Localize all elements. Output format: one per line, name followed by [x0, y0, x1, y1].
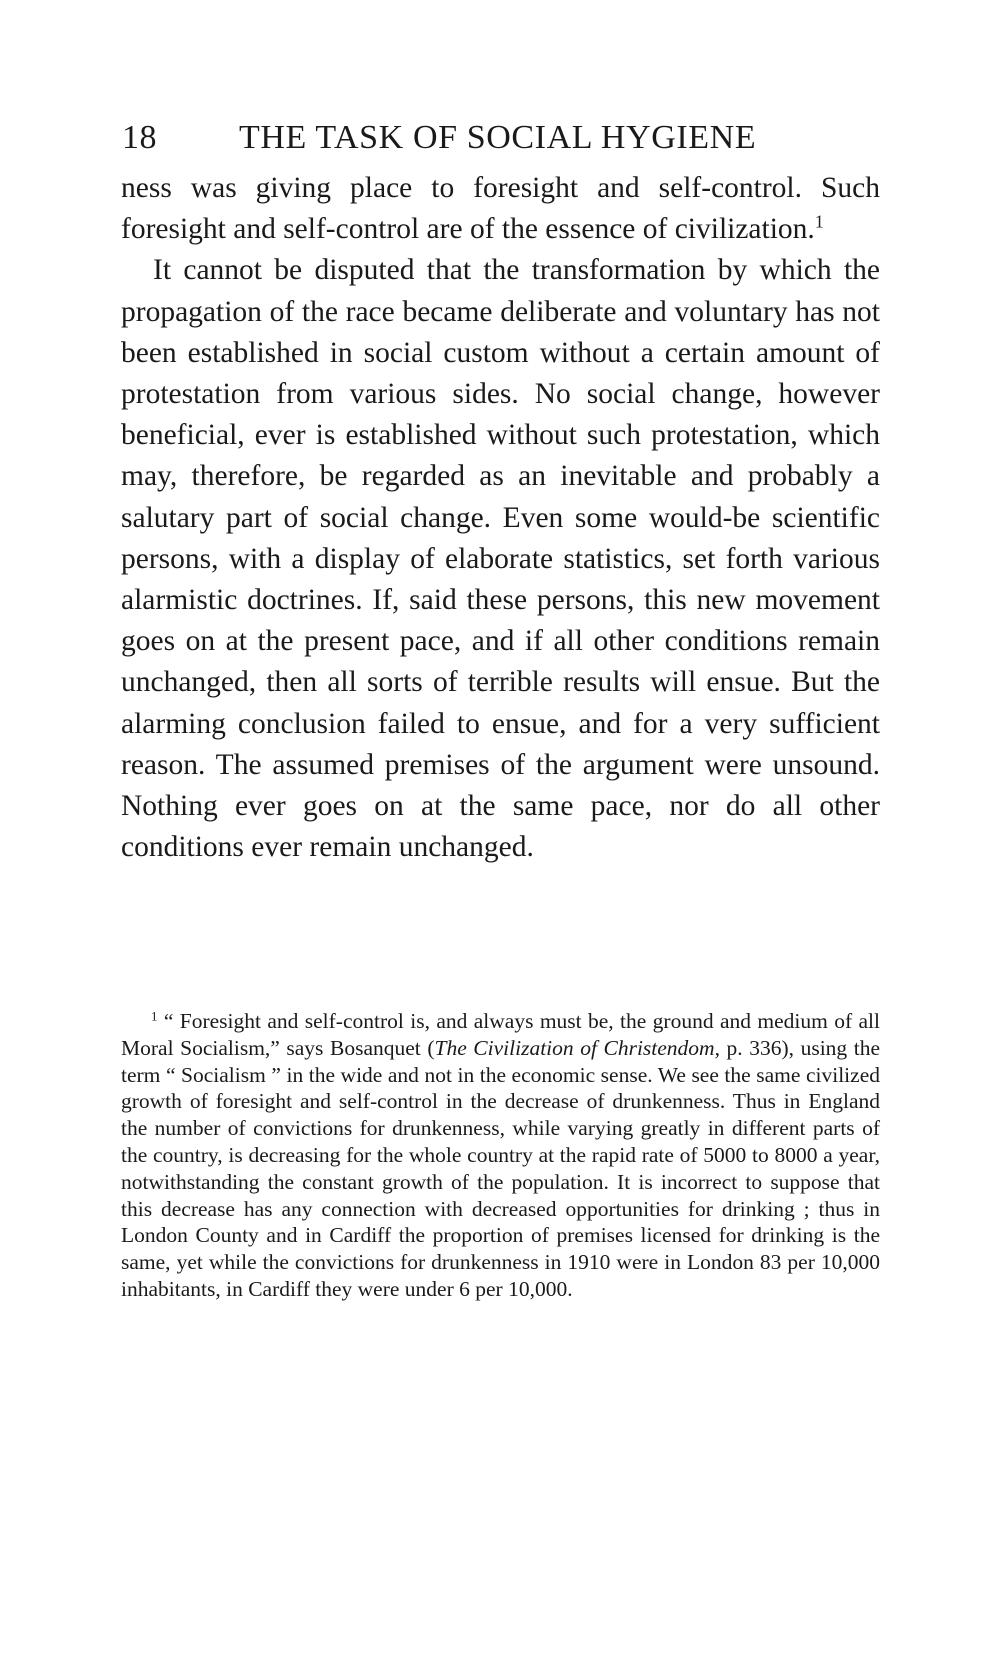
paragraph-continued [121, 168, 880, 250]
footnote-text-1: “ Foresight and self-control is, and always must be, the ground and medium of all Moral Socialism,” says Bosanquet ( [121, 1009, 880, 1060]
footnote-marker: 1 [151, 1009, 158, 1024]
main-text [121, 168, 880, 868]
footnote-text-2: p. 336), using the term “ Socialism ” in the wide and not in the economic sense. We see the same civilized growth of foresight and self-control in the decrease of drunkenness. Thus in England the number of convictions for drunkenness, while varying greatly in different parts of the country, is decreasing for the whole country at the rapid rate of 5000 to 8000 a year, notwithstanding the constant growth of the population. It is incorrect to suppose that this decrease has any connection with decreased opportunities for drinking ; thus in London County and in Cardiff the proportion of premises licensed for drinking is the same, yet while the convictions for drunkenness in 1910 were in London 83 per 10,000 inhabitants, in Cardiff they were under 6 per 10,000. [121, 1035, 880, 1301]
footnote [121, 1008, 880, 1303]
footnote-reference: 1 [814, 211, 824, 232]
paragraph-2: It cannot be disputed that the transformation by which the propagation of the race became deliberate and voluntary has not been established in social custom without a certain amount of protestation from various sides. No social change, however beneficial, ever is established without such protestation, which may, therefore, be regarded as an inevitable and probably a salutary part of social change. Even some would-be scientific persons, with a display of elaborate statistics, set forth various alarmistic doctrines. If, said these persons, this new movement goes on at the present pace, and if all other conditions remain unchanged, then all sorts of terrible results will ensue. But the alarming conclusion failed to ensue, and for a very sufficient reason. The assumed premises of the argument were unsound. Nothing ever goes on at the same pace, nor do all other conditions ever remain unchanged. [121, 254, 880, 864]
footnote-book-title: The Civilization of Christendom, [434, 1035, 720, 1060]
paragraph-1-text: ness was giving place to foresight and self-control. Such foresight and self-control are of the essence of civilization. [121, 172, 880, 246]
running-head [122, 118, 882, 158]
footnote-paragraph [121, 1008, 880, 1303]
page-number: 18 [122, 119, 157, 156]
running-title: THE TASK OF SOCIAL HYGIENE [239, 119, 757, 156]
